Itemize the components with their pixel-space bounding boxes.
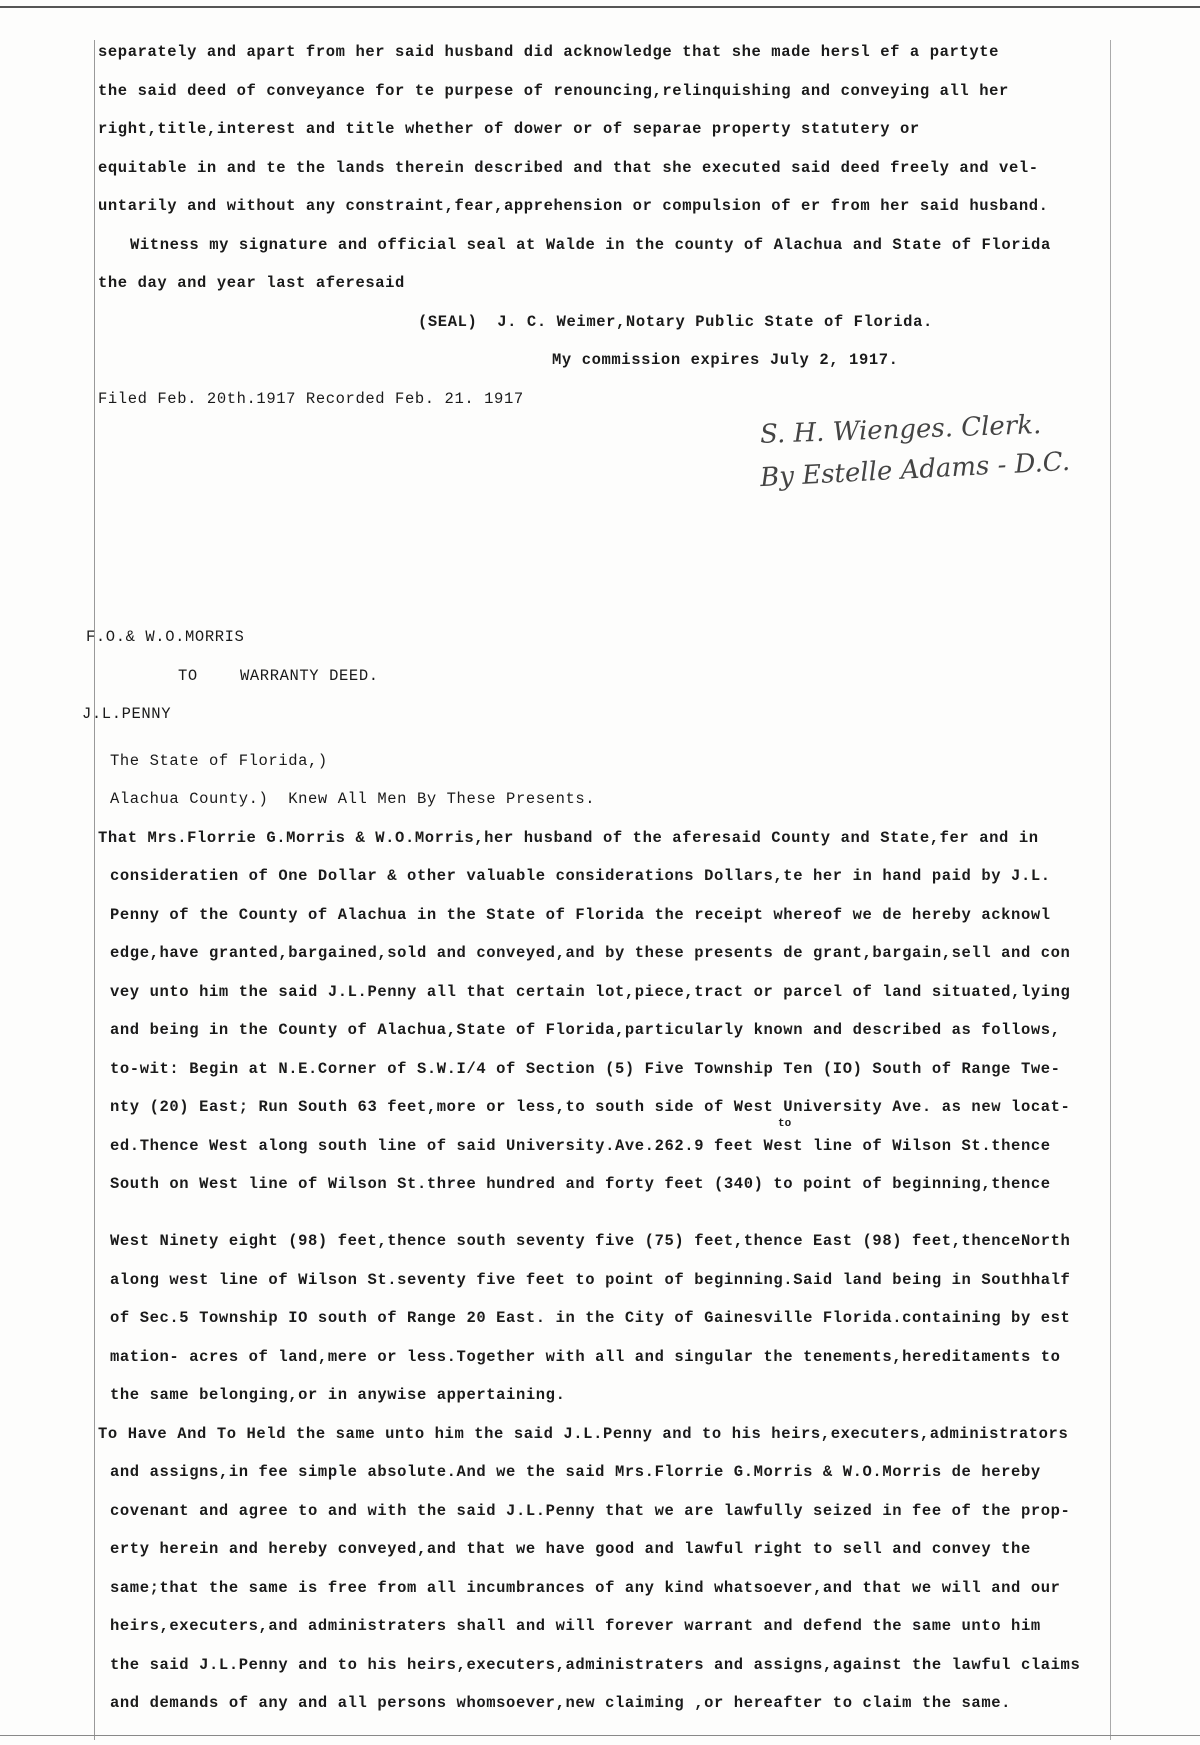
deed-text-line: nty (20) East; Run South 63 feet,more or less,to south side of West University Ave. as new locat- bbox=[110, 1098, 1071, 1116]
text-line: Witness my signature and official seal at Walde in the county of Alachua and State of Florida bbox=[130, 236, 1051, 254]
deed-text-line: South on West line of Wilson St.three hundred and forty feet (340) to point of beginning,thence bbox=[110, 1175, 1051, 1193]
right-margin-line bbox=[1110, 40, 1111, 1740]
text-line: right,title,interest and title whether of dower or of separae property statutery or bbox=[98, 120, 920, 138]
grantee-heading: J.L.PENNY bbox=[82, 705, 172, 723]
deed-text-line: to-wit: Begin at N.E.Corner of S.W.I/4 of Section (5) Five Township Ten (IO) South of Range Twe- bbox=[110, 1060, 1061, 1078]
deed-text-line: That Mrs.Florrie G.Morris & W.O.Morris,her husband of the aferesaid County and State,fer and in bbox=[98, 829, 1039, 847]
deed-text-line: of Sec.5 Township IO south of Range 20 East. in the City of Gainesville Florida.containing by est bbox=[110, 1309, 1071, 1327]
notary-signature-line: (SEAL) J. C. Weimer,Notary Public State of Florida. bbox=[418, 313, 933, 331]
left-margin-line bbox=[94, 40, 95, 1740]
deed-text-line: the same belonging,or in anywise appertaining. bbox=[110, 1386, 566, 1404]
text-line: the day and year last aferesaid bbox=[98, 274, 405, 292]
deed-text-line: consideratien of One Dollar & other valuable considerations Dollars,te her in hand paid by J.L. bbox=[110, 867, 1051, 885]
deed-text-line: and being in the County of Alachua,State of Florida,particularly known and described as follows, bbox=[110, 1021, 1061, 1039]
deed-text-line: heirs,executers,and administraters shall and will forever warrant and defend the same unto him bbox=[110, 1617, 1041, 1635]
handwritten-insert: to bbox=[778, 1118, 792, 1130]
deed-type-title: WARRANTY DEED. bbox=[240, 667, 379, 685]
text-line: the said deed of conveyance for te purpese of renouncing,relinquishing and conveying all her bbox=[98, 82, 1009, 100]
deed-text-line: West Ninety eight (98) feet,thence south seventy five (75) feet,thence East (98) feet,thenceNorth bbox=[110, 1232, 1071, 1250]
deed-text-line: Penny of the County of Alachua in the State of Florida the receipt whereof we de hereby acknowl bbox=[110, 906, 1051, 924]
deed-text-line: along west line of Wilson St.seventy five feet to point of beginning.Said land being in Southhalf bbox=[110, 1271, 1071, 1289]
commission-line: My commission expires July 2, 1917. bbox=[552, 351, 899, 369]
filed-recorded-line: Filed Feb. 20th.1917 Recorded Feb. 21. 1917 bbox=[98, 390, 524, 408]
deed-text-line: and assigns,in fee simple absolute.And we the said Mrs.Florrie G.Morris & W.O.Morris de hereby bbox=[110, 1463, 1041, 1481]
deed-text-line: vey unto him the said J.L.Penny all that certain lot,piece,tract or parcel of land situated,lying bbox=[110, 983, 1071, 1001]
deed-text-line: same;that the same is free from all incumbrances of any kind whatsoever,and that we will and our bbox=[110, 1579, 1061, 1597]
clerk-signature: S. H. Wienges. Clerk. bbox=[759, 410, 1042, 450]
top-rule bbox=[0, 6, 1200, 8]
deed-text-line: edge,have granted,bargained,sold and conveyed,and by these presents de grant,bargain,sell and con bbox=[110, 944, 1071, 962]
deed-text-line: mation- acres of land,mere or less.Together with all and singular the tenements,hereditaments to bbox=[110, 1348, 1061, 1366]
deed-text-line: the said J.L.Penny and to his heirs,executers,administraters and assigns,against the lawful claims bbox=[110, 1656, 1081, 1674]
text-line: untarily and without any constraint,fear,apprehension or compulsion of er from her said husband. bbox=[98, 197, 1049, 215]
bottom-rule bbox=[0, 1735, 1200, 1736]
deed-text-line: To Have And To Held the same unto him the said J.L.Penny and to his heirs,executers,administrators bbox=[98, 1425, 1069, 1443]
deed-text-line: and demands of any and all persons whomsoever,new claiming ,or hereafter to claim the same. bbox=[110, 1694, 1012, 1712]
deputy-clerk-signature: By Estelle Adams - D.C. bbox=[759, 446, 1071, 494]
county-line: Alachua County.) Knew All Men By These Presents. bbox=[110, 790, 596, 808]
text-line: equitable in and te the lands therein described and that she executed said deed freely and vel- bbox=[98, 159, 1039, 177]
deed-text-line: erty herein and hereby conveyed,and that we have good and lawful right to sell and convey the bbox=[110, 1540, 1031, 1558]
deed-text-line: ed.Thence West along south line of said University.Ave.262.9 feet West line of Wilson St.thence bbox=[110, 1137, 1051, 1155]
state-line: The State of Florida,) bbox=[110, 752, 328, 770]
text-line: separately and apart from her said husband did acknowledge that she made hersl ef a partyte bbox=[98, 43, 1000, 61]
grantor-heading: F.O.& W.O.MORRIS bbox=[86, 628, 245, 646]
deed-text-line: covenant and agree to and with the said J.L.Penny that we are lawfully seized in fee of the prop- bbox=[110, 1502, 1071, 1520]
to-label: TO bbox=[178, 667, 198, 685]
